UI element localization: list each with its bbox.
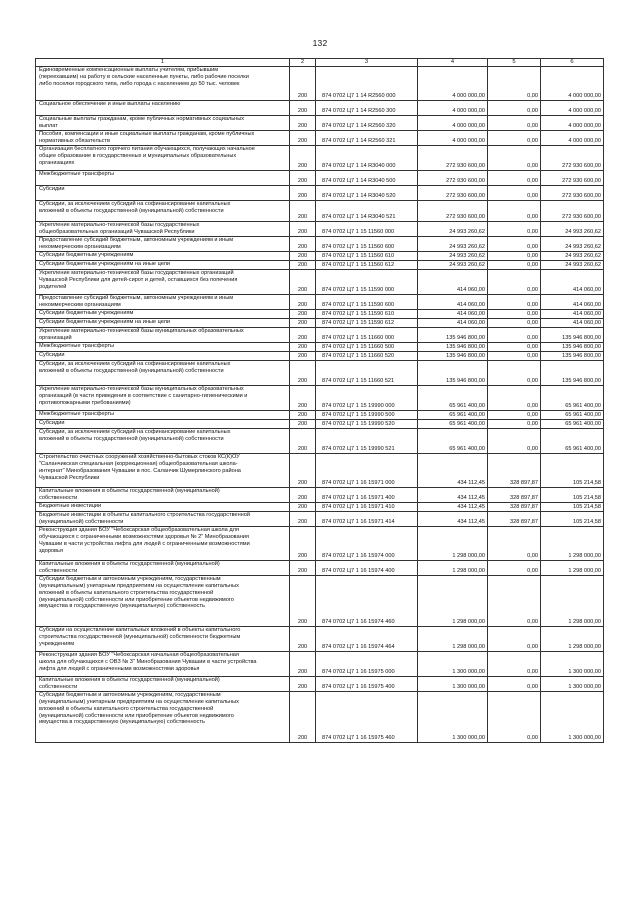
row-amount-col6: 65 961 400,00 xyxy=(541,429,604,454)
table-row xyxy=(36,561,604,576)
header-col-1: 1 xyxy=(36,59,290,67)
row-amount-col4: 414 060,00 xyxy=(418,310,488,319)
row-kbk: 874 0702 Ц7 1 14 R3040 500 xyxy=(316,171,418,186)
row-name: Предоставление субсидий бюджетным, автономным учреждениям и иным некоммерческим организациям xyxy=(36,295,290,310)
row-amount-col5: 0,00 xyxy=(488,386,541,411)
row-amount-col5: 0,00 xyxy=(488,343,541,352)
row-code: 200 xyxy=(290,131,316,146)
row-name: Организация бесплатного горячего питания обучающихся, получающих начальное общее образование в государственных и муниципальных образовательных организациях xyxy=(36,146,290,171)
row-amount-col5: 0,00 xyxy=(488,237,541,252)
row-name: Социальное обеспечение и иные выплаты населению xyxy=(36,101,290,116)
row-name: Субсидии на осуществление капитальных вложений в объекты капитального строительства государственной (муниципальной) собственности бюджетным учреждениям xyxy=(36,627,290,652)
table-row xyxy=(36,222,604,237)
table-row xyxy=(36,131,604,146)
row-kbk: 874 0702 Ц7 1 15 11560 612 xyxy=(316,261,418,270)
row-amount-col6: 272 930 600,00 xyxy=(541,201,604,222)
row-code: 200 xyxy=(290,561,316,576)
table-row xyxy=(36,692,604,743)
header-col-5: 5 xyxy=(488,59,541,67)
row-kbk: 874 0702 Ц7 1 14 R3040 521 xyxy=(316,201,418,222)
row-amount-col5: 0,00 xyxy=(488,201,541,222)
row-amount-col6: 135 946 800,00 xyxy=(541,361,604,386)
row-kbk: 874 0702 Ц7 1 16 15975 000 xyxy=(316,652,418,677)
row-amount-col5: 328 897,87 xyxy=(488,503,541,512)
table-row xyxy=(36,319,604,328)
table-row xyxy=(36,146,604,171)
header-col-4: 4 xyxy=(418,59,488,67)
row-amount-col6: 65 961 400,00 xyxy=(541,386,604,411)
row-name: Капитальные вложения в объекты государственной (муниципальной) собственности xyxy=(36,488,290,503)
row-kbk: 874 0702 Ц7 1 15 11590 600 xyxy=(316,295,418,310)
row-name: Субсидии бюджетным учреждениям xyxy=(36,310,290,319)
row-code: 200 xyxy=(290,101,316,116)
row-kbk: 874 0702 Ц7 1 15 11660 000 xyxy=(316,328,418,343)
row-code: 200 xyxy=(290,692,316,743)
row-amount-col4: 4 000 000,00 xyxy=(418,101,488,116)
row-kbk: 874 0702 Ц7 1 16 15974 000 xyxy=(316,527,418,561)
row-amount-col6: 414 060,00 xyxy=(541,310,604,319)
row-amount-col4: 4 000 000,00 xyxy=(418,131,488,146)
row-amount-col5: 0,00 xyxy=(488,261,541,270)
row-amount-col4: 1 298 000,00 xyxy=(418,527,488,561)
row-amount-col5: 0,00 xyxy=(488,576,541,627)
row-kbk: 874 0702 Ц7 1 15 19990 500 xyxy=(316,411,418,420)
row-name: Реконструкция здания БОУ "Чебоксарская начальная общеобразовательная школа для обучающихся с ОВЗ № 3" Минобразования Чувашии в части устройства лифта для людей с ограниченными возможностями здоровья xyxy=(36,652,290,677)
row-amount-col4: 65 961 400,00 xyxy=(418,386,488,411)
row-amount-col4: 272 930 600,00 xyxy=(418,171,488,186)
row-amount-col5: 0,00 xyxy=(488,252,541,261)
table-row xyxy=(36,252,604,261)
row-amount-col4: 414 060,00 xyxy=(418,270,488,295)
row-name: Строительство очистных сооружений хозяйственно-бытовых стоков КС(К)ОУ "Саланчикская специальная (коррекционная) общеобразовательная школа- интернат" Минобразования Чувашии в пос. Саланчик Шумерлинского района Чувашской Республики xyxy=(36,454,290,488)
row-amount-col6: 1 298 000,00 xyxy=(541,627,604,652)
table-row xyxy=(36,295,604,310)
row-amount-col4: 4 000 000,00 xyxy=(418,67,488,101)
row-amount-col5: 328 897,87 xyxy=(488,512,541,527)
row-code: 200 xyxy=(290,270,316,295)
row-kbk: 874 0702 Ц7 1 15 11560 600 xyxy=(316,237,418,252)
row-amount-col4: 434 112,45 xyxy=(418,512,488,527)
row-amount-col6: 272 930 600,00 xyxy=(541,146,604,171)
row-code: 200 xyxy=(290,310,316,319)
row-amount-col6: 1 300 000,00 xyxy=(541,677,604,692)
table-row xyxy=(36,116,604,131)
row-code: 200 xyxy=(290,252,316,261)
row-amount-col5: 0,00 xyxy=(488,67,541,101)
row-amount-col5: 0,00 xyxy=(488,429,541,454)
row-amount-col5: 328 897,87 xyxy=(488,454,541,488)
row-amount-col4: 24 993 260,62 xyxy=(418,261,488,270)
row-name: Социальные выплаты гражданам, кроме публичных нормативных социальных выплат xyxy=(36,116,290,131)
row-kbk: 874 0702 Ц7 1 14 R2560 300 xyxy=(316,101,418,116)
row-code: 200 xyxy=(290,429,316,454)
row-kbk: 874 0702 Ц7 1 15 11590 612 xyxy=(316,319,418,328)
row-amount-col6: 414 060,00 xyxy=(541,319,604,328)
row-amount-col4: 135 946 800,00 xyxy=(418,343,488,352)
row-amount-col4: 434 112,45 xyxy=(418,503,488,512)
row-code: 200 xyxy=(290,352,316,361)
row-amount-col4: 135 946 800,00 xyxy=(418,328,488,343)
table-row xyxy=(36,503,604,512)
row-name: Субсидии, за исключением субсидий на софинансирование капитальных вложений в объекты государственной (муниципальной) собственности xyxy=(36,201,290,222)
row-amount-col5: 0,00 xyxy=(488,352,541,361)
row-code: 200 xyxy=(290,146,316,171)
row-amount-col6: 105 214,58 xyxy=(541,488,604,503)
row-kbk: 874 0702 Ц7 1 15 11660 521 xyxy=(316,361,418,386)
header-col-6: 6 xyxy=(541,59,604,67)
row-code: 200 xyxy=(290,386,316,411)
row-amount-col6: 24 993 260,62 xyxy=(541,252,604,261)
row-name: Укрепление материально-технической базы государственных общеобразовательных организаций Чувашской Республики xyxy=(36,222,290,237)
row-amount-col6: 105 214,58 xyxy=(541,503,604,512)
row-name: Бюджетные инвестиции в объекты капитального строительства государственной (муниципальной) собственности xyxy=(36,512,290,527)
row-amount-col4: 65 961 400,00 xyxy=(418,411,488,420)
row-kbk: 874 0702 Ц7 1 16 15971 410 xyxy=(316,503,418,512)
row-amount-col6: 135 946 800,00 xyxy=(541,328,604,343)
row-amount-col6: 135 946 800,00 xyxy=(541,352,604,361)
row-code: 200 xyxy=(290,361,316,386)
table-row xyxy=(36,527,604,561)
row-code: 200 xyxy=(290,512,316,527)
row-name: Субсидии бюджетным учреждениям xyxy=(36,252,290,261)
row-code: 200 xyxy=(290,201,316,222)
row-amount-col6: 4 000 000,00 xyxy=(541,116,604,131)
row-amount-col4: 1 300 000,00 xyxy=(418,677,488,692)
row-kbk: 874 0702 Ц7 1 14 R3040 520 xyxy=(316,186,418,201)
table-row xyxy=(36,343,604,352)
row-amount-col5: 0,00 xyxy=(488,527,541,561)
header-col-3: 3 xyxy=(316,59,418,67)
row-name: Субсидии xyxy=(36,186,290,201)
row-code: 200 xyxy=(290,171,316,186)
row-code: 200 xyxy=(290,576,316,627)
row-name: Укрепление материально-технической базы муниципальных образовательных организаций xyxy=(36,328,290,343)
row-kbk: 874 0702 Ц7 1 15 19990 520 xyxy=(316,420,418,429)
row-code: 200 xyxy=(290,652,316,677)
row-amount-col5: 0,00 xyxy=(488,627,541,652)
row-amount-col5: 0,00 xyxy=(488,677,541,692)
row-amount-col4: 414 060,00 xyxy=(418,295,488,310)
row-name: Субсидии бюджетным учреждениям на иные цели xyxy=(36,261,290,270)
row-name: Субсидии бюджетным и автономным учреждениям, государственным (муниципальным) унитарным предприятиям на осуществление капитальных вложений в объекты капитального строительства государственной (муниципальной) собственности или приобретение объектов недвижимого имущества в государственную (муниципальную) собственность xyxy=(36,576,290,627)
row-kbk: 874 0702 Ц7 1 14 R3040 000 xyxy=(316,146,418,171)
header-row xyxy=(36,59,604,67)
row-amount-col4: 24 993 260,62 xyxy=(418,237,488,252)
row-amount-col6: 1 300 000,00 xyxy=(541,652,604,677)
row-code: 200 xyxy=(290,420,316,429)
row-amount-col6: 65 961 400,00 xyxy=(541,411,604,420)
table-row xyxy=(36,411,604,420)
row-amount-col6: 1 298 000,00 xyxy=(541,561,604,576)
row-amount-col6: 4 000 000,00 xyxy=(541,101,604,116)
row-kbk: 874 0702 Ц7 1 16 15971 414 xyxy=(316,512,418,527)
table-row xyxy=(36,576,604,627)
row-kbk: 874 0702 Ц7 1 15 19990 521 xyxy=(316,429,418,454)
row-amount-col5: 0,00 xyxy=(488,171,541,186)
row-kbk: 874 0702 Ц7 1 14 R2560 000 xyxy=(316,67,418,101)
row-amount-col4: 4 000 000,00 xyxy=(418,116,488,131)
row-amount-col4: 272 930 600,00 xyxy=(418,201,488,222)
row-kbk: 874 0702 Ц7 1 15 11590 000 xyxy=(316,270,418,295)
row-code: 200 xyxy=(290,411,316,420)
table-row xyxy=(36,454,604,488)
row-name: Субсидии xyxy=(36,352,290,361)
row-kbk: 874 0702 Ц7 1 16 15975 400 xyxy=(316,677,418,692)
table-row xyxy=(36,186,604,201)
row-amount-col4: 1 300 000,00 xyxy=(418,652,488,677)
row-code: 200 xyxy=(290,527,316,561)
row-code: 200 xyxy=(290,261,316,270)
row-kbk: 874 0702 Ц7 1 15 11560 000 xyxy=(316,222,418,237)
row-amount-col5: 0,00 xyxy=(488,561,541,576)
row-amount-col6: 272 930 600,00 xyxy=(541,171,604,186)
table-row xyxy=(36,420,604,429)
row-kbk: 874 0702 Ц7 1 15 11590 610 xyxy=(316,310,418,319)
row-amount-col4: 1 298 000,00 xyxy=(418,561,488,576)
row-amount-col6: 24 993 260,62 xyxy=(541,237,604,252)
row-kbk: 874 0702 Ц7 1 15 11560 610 xyxy=(316,252,418,261)
row-amount-col4: 414 060,00 xyxy=(418,319,488,328)
row-code: 200 xyxy=(290,343,316,352)
row-code: 200 xyxy=(290,454,316,488)
row-code: 200 xyxy=(290,67,316,101)
row-kbk: 874 0702 Ц7 1 16 15974 400 xyxy=(316,561,418,576)
row-amount-col6: 1 298 000,00 xyxy=(541,576,604,627)
row-kbk: 874 0702 Ц7 1 16 15971 000 xyxy=(316,454,418,488)
row-amount-col4: 24 993 260,62 xyxy=(418,252,488,261)
row-amount-col5: 0,00 xyxy=(488,131,541,146)
table-row xyxy=(36,328,604,343)
row-name: Субсидии xyxy=(36,420,290,429)
row-name: Субсидии, за исключением субсидий на софинансирование капитальных вложений в объекты государственной (муниципальной) собственности xyxy=(36,429,290,454)
row-name: Реконструкция здания БОУ "Чебоксарская общеобразовательная школа для обучающихся с ограниченными возможностями здоровья № 2" Минобразования Чувашии в части устройства лифта для людей с ограниченными возможностями здоровья xyxy=(36,527,290,561)
row-amount-col4: 1 298 000,00 xyxy=(418,627,488,652)
row-kbk: 874 0702 Ц7 1 16 15971 400 xyxy=(316,488,418,503)
table-row xyxy=(36,361,604,386)
row-name: Бюджетные инвестиции xyxy=(36,503,290,512)
table-row xyxy=(36,101,604,116)
row-amount-col6: 1 298 000,00 xyxy=(541,527,604,561)
row-kbk: 874 0702 Ц7 1 14 R2560 321 xyxy=(316,131,418,146)
row-amount-col4: 434 112,45 xyxy=(418,488,488,503)
row-amount-col5: 0,00 xyxy=(488,295,541,310)
row-name: Субсидии бюджетным и автономным учреждениям, государственным (муниципальным) унитарным предприятиям на осуществление капитальных вложений в объекты капитального строительства государственной (муниципальной) собственности или приобретение объектов недвижимого имущества в государственную (муниципальную) собственность xyxy=(36,692,290,743)
row-code: 200 xyxy=(290,319,316,328)
table-row xyxy=(36,488,604,503)
table-row xyxy=(36,429,604,454)
row-name: Межбюджетные трансферты xyxy=(36,171,290,186)
table-row xyxy=(36,512,604,527)
row-code: 200 xyxy=(290,237,316,252)
row-amount-col6: 105 214,58 xyxy=(541,454,604,488)
row-amount-col6: 105 214,58 xyxy=(541,512,604,527)
row-name: Единовременные компенсационные выплаты учителям, прибывшим (переехавшим) на работу в сельские населенные пункты, либо рабочие поселки либо поселки городского типа, либо города с населением до 50 тыс. человек xyxy=(36,67,290,101)
row-amount-col5: 0,00 xyxy=(488,420,541,429)
row-amount-col4: 434 112,45 xyxy=(418,454,488,488)
row-name: Укрепление материально-технической базы государственных организаций Чувашской Республики для детей-сирот и детей, оставшихся без попечения родителей xyxy=(36,270,290,295)
row-amount-col5: 0,00 xyxy=(488,222,541,237)
row-code: 200 xyxy=(290,295,316,310)
row-code: 200 xyxy=(290,627,316,652)
row-code: 200 xyxy=(290,186,316,201)
row-amount-col6: 65 961 400,00 xyxy=(541,420,604,429)
row-amount-col4: 1 298 000,00 xyxy=(418,576,488,627)
table-row xyxy=(36,67,604,101)
row-amount-col5: 0,00 xyxy=(488,270,541,295)
row-amount-col5: 0,00 xyxy=(488,146,541,171)
row-amount-col4: 135 946 800,00 xyxy=(418,352,488,361)
row-amount-col5: 0,00 xyxy=(488,319,541,328)
row-name: Субсидии, за исключением субсидий на софинансирование капитальных вложений в объекты государственной (муниципальной) собственности xyxy=(36,361,290,386)
row-kbk: 874 0702 Ц7 1 16 15974 464 xyxy=(316,627,418,652)
row-name: Пособия, компенсации и иные социальные выплаты гражданам, кроме публичных нормативных обязательств xyxy=(36,131,290,146)
row-amount-col5: 0,00 xyxy=(488,328,541,343)
row-amount-col4: 65 961 400,00 xyxy=(418,429,488,454)
row-amount-col5: 0,00 xyxy=(488,361,541,386)
table-row xyxy=(36,201,604,222)
row-amount-col5: 0,00 xyxy=(488,652,541,677)
row-code: 200 xyxy=(290,222,316,237)
row-name: Межбюджетные трансферты xyxy=(36,411,290,420)
row-code: 200 xyxy=(290,328,316,343)
row-code: 200 xyxy=(290,488,316,503)
row-kbk: 874 0702 Ц7 1 15 11660 520 xyxy=(316,352,418,361)
row-kbk: 874 0702 Ц7 1 14 R2560 320 xyxy=(316,116,418,131)
row-amount-col6: 24 993 260,62 xyxy=(541,222,604,237)
header-col-2: 2 xyxy=(290,59,316,67)
row-amount-col6: 24 993 260,62 xyxy=(541,261,604,270)
row-amount-col4: 65 961 400,00 xyxy=(418,420,488,429)
table-row xyxy=(36,352,604,361)
row-kbk: 874 0702 Ц7 1 15 19990 000 xyxy=(316,386,418,411)
table-row xyxy=(36,386,604,411)
row-name: Субсидии бюджетным учреждениям на иные цели xyxy=(36,319,290,328)
budget-table xyxy=(35,58,604,743)
row-amount-col6: 272 930 600,00 xyxy=(541,186,604,201)
table-row xyxy=(36,652,604,677)
row-amount-col4: 24 993 260,62 xyxy=(418,222,488,237)
row-amount-col4: 1 300 000,00 xyxy=(418,692,488,743)
page-number: 132 xyxy=(312,38,328,48)
row-amount-col6: 414 060,00 xyxy=(541,295,604,310)
row-kbk: 874 0702 Ц7 1 16 15974 460 xyxy=(316,576,418,627)
row-code: 200 xyxy=(290,677,316,692)
row-amount-col6: 4 000 000,00 xyxy=(541,131,604,146)
row-amount-col5: 0,00 xyxy=(488,186,541,201)
row-code: 200 xyxy=(290,116,316,131)
table-row xyxy=(36,310,604,319)
row-amount-col4: 135 946 800,00 xyxy=(418,361,488,386)
row-amount-col5: 0,00 xyxy=(488,411,541,420)
table-row xyxy=(36,237,604,252)
table-row xyxy=(36,261,604,270)
row-name: Капитальные вложения в объекты государственной (муниципальной) собственности xyxy=(36,561,290,576)
row-amount-col5: 0,00 xyxy=(488,692,541,743)
row-amount-col6: 135 946 800,00 xyxy=(541,343,604,352)
row-name: Капитальные вложения в объекты государственной (муниципальной) собственности xyxy=(36,677,290,692)
row-name: Укрепление материально-технической базы муниципальных образовательных организаций (в части приведения в соответствие с санитарно-гигиеническими и противопожарными требованиями) xyxy=(36,386,290,411)
row-name: Межбюджетные трансферты xyxy=(36,343,290,352)
row-amount-col4: 272 930 600,00 xyxy=(418,186,488,201)
row-amount-col4: 272 930 600,00 xyxy=(418,146,488,171)
row-kbk: 874 0702 Ц7 1 15 11660 500 xyxy=(316,343,418,352)
table-row xyxy=(36,677,604,692)
row-amount-col6: 414 060,00 xyxy=(541,270,604,295)
row-amount-col5: 0,00 xyxy=(488,116,541,131)
row-amount-col6: 4 000 000,00 xyxy=(541,67,604,101)
row-amount-col5: 0,00 xyxy=(488,310,541,319)
row-code: 200 xyxy=(290,503,316,512)
table-row xyxy=(36,171,604,186)
row-kbk: 874 0702 Ц7 1 16 15975 460 xyxy=(316,692,418,743)
table-row xyxy=(36,627,604,652)
row-name: Предоставление субсидий бюджетным, автономным учреждениям и иным некоммерческим организациям xyxy=(36,237,290,252)
row-amount-col6: 1 300 000,00 xyxy=(541,692,604,743)
row-amount-col5: 0,00 xyxy=(488,101,541,116)
table-body xyxy=(36,67,604,743)
table-row xyxy=(36,270,604,295)
row-amount-col5: 328 897,87 xyxy=(488,488,541,503)
